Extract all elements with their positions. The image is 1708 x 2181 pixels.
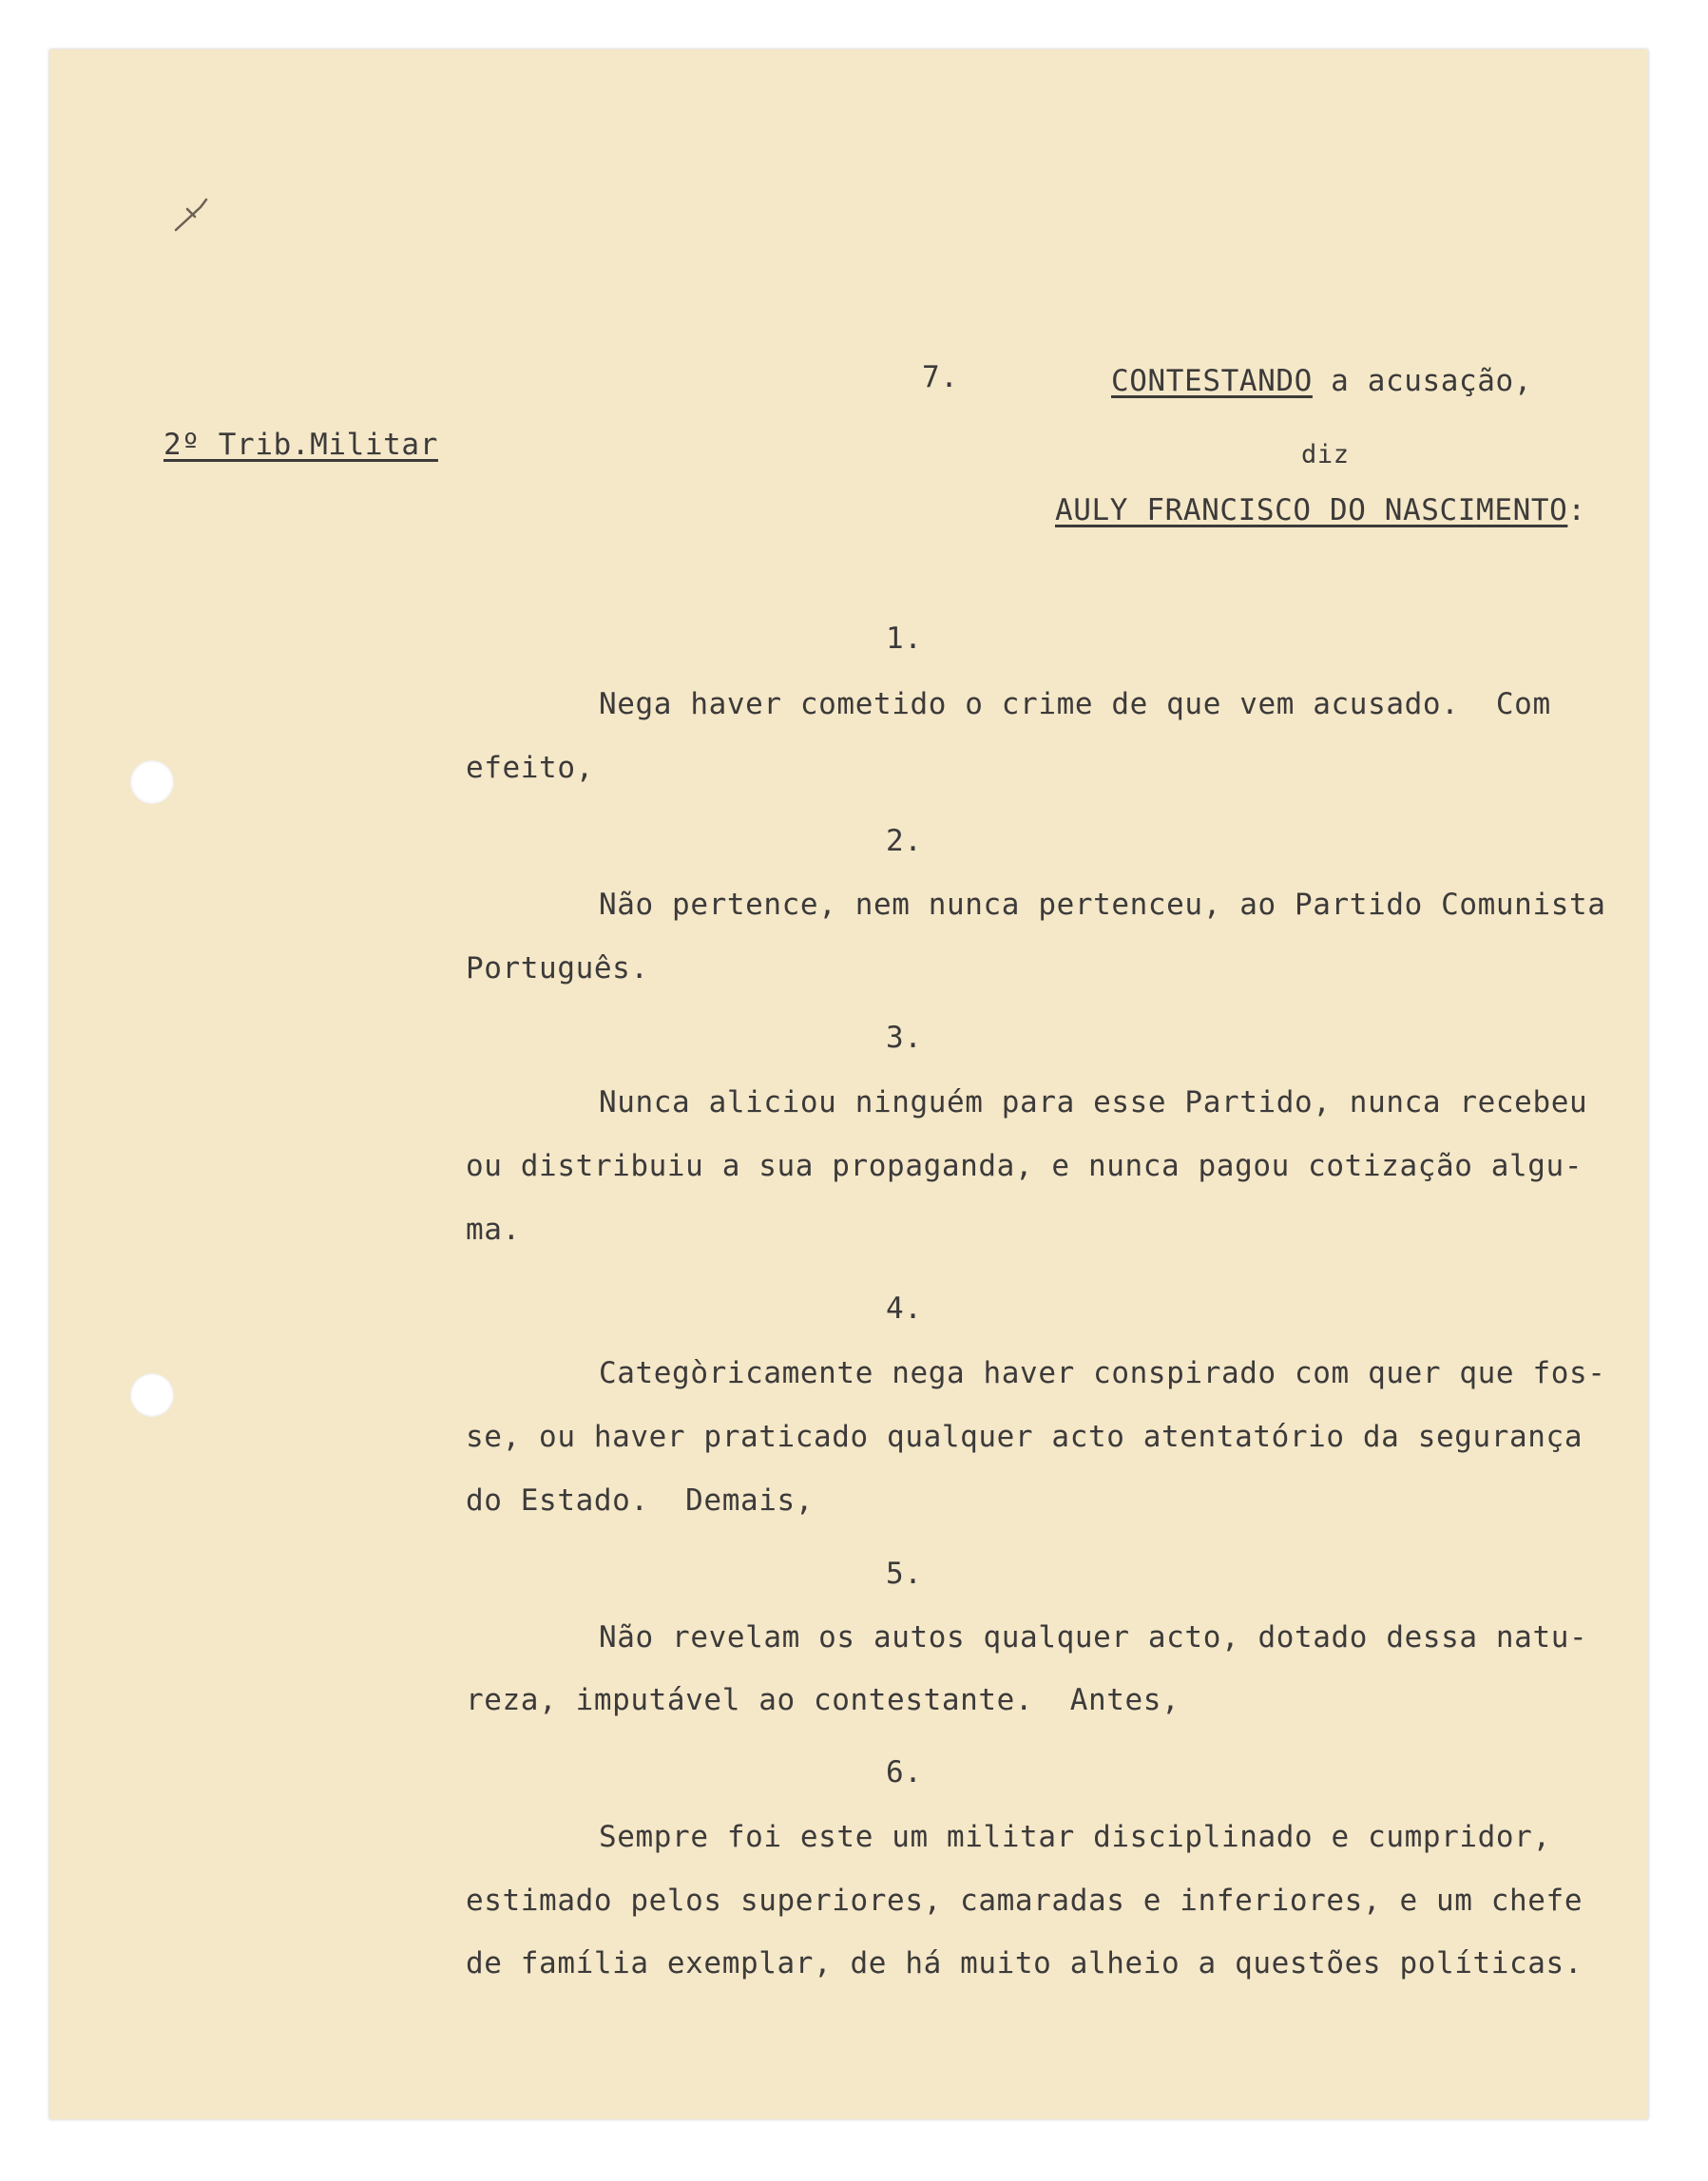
paragraph-3-line-3: ma. — [466, 1213, 521, 1247]
paragraph-number-5: 5. — [886, 1557, 923, 1591]
court-label: 2º Trib.Militar — [163, 428, 438, 462]
paragraph-number-3: 3. — [886, 1021, 923, 1055]
punch-hole-top — [130, 760, 174, 804]
contesting-heading: CONTESTANDO — [1111, 364, 1313, 398]
defendant-line — [1055, 492, 1586, 528]
says-word: diz — [1301, 440, 1350, 469]
heading-rest: a acusação, — [1312, 364, 1533, 398]
pencil-mark-icon — [168, 190, 235, 238]
defendant-colon: : — [1567, 493, 1586, 527]
paragraph-4-line-1: Categòricamente nega haver conspirado com quer que fos- — [599, 1356, 1606, 1390]
defendant-name: AULY FRANCISCO DO NASCIMENTO — [1055, 493, 1568, 527]
paragraph-5-line-2: reza, imputável ao contestante. Antes, — [466, 1683, 1180, 1717]
paragraph-3-line-1: Nunca aliciou ninguém para esse Partido, nunca recebeu — [599, 1085, 1588, 1119]
paragraph-2-line-2: Português. — [466, 951, 649, 985]
paragraph-1-line-2: efeito, — [466, 751, 594, 785]
paragraph-4-line-2: se, ou haver praticado qualquer acto atentatório da segurança — [466, 1420, 1583, 1454]
paragraph-number-6: 6. — [886, 1755, 923, 1789]
paragraph-2-line-1: Não pertence, nem nunca pertenceu, ao Partido Comunista — [599, 888, 1606, 922]
paragraph-number-2: 2. — [886, 824, 923, 858]
document-page — [49, 49, 1648, 2119]
punch-hole-bottom — [130, 1373, 174, 1417]
paragraph-3-line-2: ou distribuiu a sua propaganda, e nunca pagou cotização algu- — [466, 1149, 1583, 1183]
page-number: 7. — [922, 360, 959, 394]
paragraph-6-line-2: estimado pelos superiores, camaradas e inferiores, e um chefe — [466, 1884, 1583, 1918]
heading-line — [1111, 363, 1532, 399]
paragraph-1-line-1: Nega haver cometido o crime de que vem acusado. Com — [599, 687, 1551, 721]
paragraph-4-line-3: do Estado. Demais, — [466, 1483, 815, 1518]
paragraph-number-4: 4. — [886, 1291, 923, 1326]
paragraph-5-line-1: Não revelam os autos qualquer acto, dotado dessa natu- — [599, 1620, 1588, 1655]
paragraph-number-1: 1. — [886, 622, 923, 656]
paragraph-6-line-3: de família exemplar, de há muito alheio a questões políticas. — [466, 1946, 1583, 1980]
paragraph-6-line-1: Sempre foi este um militar disciplinado e cumpridor, — [599, 1820, 1551, 1854]
